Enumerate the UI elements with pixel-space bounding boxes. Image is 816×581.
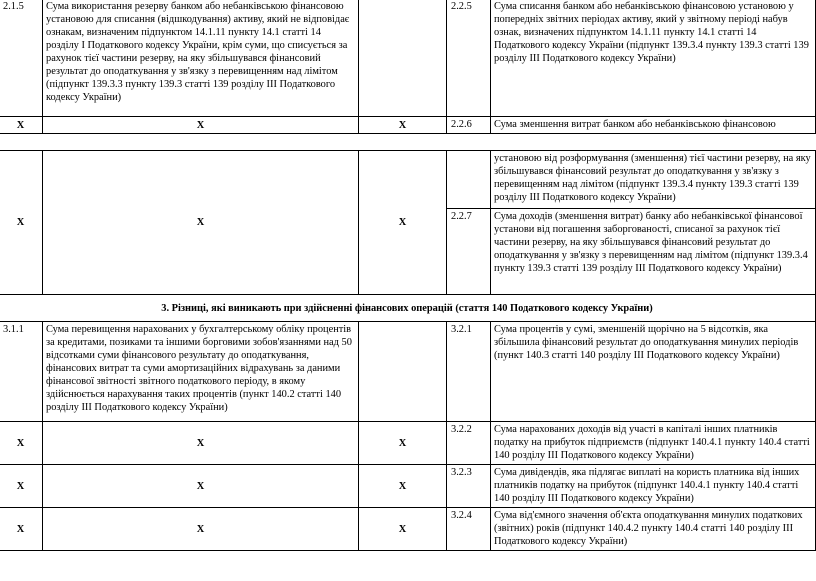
section-title: 3. Різниці, які виникають при здійсненні фінансових операцій (стаття 140 Податкового кодексу України): [0, 295, 816, 322]
row-description: Сума доходів (зменшення витрат) банку або небанківської фінансової установи від погашення заборгованості, списаної за рахунок тієї частини резерву, на яку збільшувався фінансовий результат до оподаткування у зв'язку з перевищенням над лімітом (підпункт 139.3.4 пункту 139.3 статті 139 розділу III Податкового кодексу України): [491, 209, 816, 295]
row-number: 3.1.1: [0, 322, 43, 422]
x-mark: X: [43, 151, 359, 295]
row-number: 2.2.5: [447, 0, 491, 117]
row-description-continued: установою від розформування (зменшення) тієї частини резерву, на яку збільшувався фінансовий результат до оподаткування у зв'язку з перевищенням над лімітом (підпункт 139.3.4 пункту 139.3 статті 139 розділу III Податкового кодексу України): [491, 151, 816, 209]
row-number: 2.2.7: [447, 209, 491, 295]
row-description: Сума списання банком або небанківською фінансовою установою у попередніх звітних періодах активу, який у звітному періоді набув ознак, визначених підпунктом 14.1.11 пункту 14.1 статті 14 Податкового кодексу України (підпункт 139.3.4 пункту 139.3 статті 139 розділу III Податкового кодексу України): [491, 0, 816, 117]
report-table-top: [0, 0, 816, 134]
row-number: 2.1.5: [0, 0, 43, 117]
row-description: Сума нарахованих доходів від участі в капіталі інших платників податку на прибуток підприємств (підпункт 140.4.1 пункту 140.4 статті 140 розділу III Податкового кодексу України): [491, 422, 816, 465]
table-row: [0, 0, 816, 117]
x-mark: X: [0, 465, 43, 508]
row-number: 3.2.4: [447, 508, 491, 551]
x-mark: X: [0, 117, 43, 134]
row-description: Сума використання резерву банком або небанківською фінансовою установою для списання (відшкодування) активу, який не відповідає ознакам, визначеним підпунктом 14.1.11 пункту 14.1 статті 14 розділу I Податкового кодексу України, крім суми, що списується за рахунок тієї частини резерву, на яку збільшувався фінансовий результат до оподаткування у зв'язку з перевищенням над лімітом (підпункт 139.3.3 пункту 139.3 статті 139 розділу III Податкового кодексу України): [43, 0, 359, 117]
row-number: 2.2.6: [447, 117, 491, 134]
x-mark: X: [43, 422, 359, 465]
table-row: [0, 465, 816, 508]
empty-cell: [447, 151, 491, 209]
section-header-row: [0, 295, 816, 322]
x-mark: X: [0, 508, 43, 551]
x-mark: X: [0, 422, 43, 465]
row-description: Сума зменшення витрат банком або небанківською фінансовою: [491, 117, 816, 134]
table-row: [0, 117, 816, 134]
row-description: Сума перевищення нарахованих у бухгалтерському обліку процентів за кредитами, позиками та іншими борговими зобов'язаннями над 50 відсотками суми фінансового результату до оподаткування, фінансових витрат та суми амортизаційних відрахувань за даними фінансової звітності звітного податкового періоду, в якому здійснюється нарахування таких процентів (пункт 140.2 статті 140 розділу III Податкового кодексу України): [43, 322, 359, 422]
table-row: [0, 322, 816, 422]
x-mark: X: [359, 422, 447, 465]
row-number: 3.2.3: [447, 465, 491, 508]
x-mark: X: [43, 465, 359, 508]
report-table-continued: [0, 150, 816, 551]
x-mark: X: [359, 151, 447, 295]
row-description: Сума процентів у сумі, зменшеній щорічно на 5 відсотків, яка збільшила фінансовий результат до оподаткування минулих періодів (пункт 140.3 статті 140 розділу III Податкового кодексу України): [491, 322, 816, 422]
x-mark: X: [359, 117, 447, 134]
x-mark: X: [43, 117, 359, 134]
x-mark: X: [359, 508, 447, 551]
row-description: Сума дивідендів, яка підлягає виплаті на користь платника від інших платників податку на прибуток (підпункт 140.4.1 пункту 140.4 статті 140 розділу III Податкового кодексу України): [491, 465, 816, 508]
row-number: 3.2.1: [447, 322, 491, 422]
empty-cell: [359, 322, 447, 422]
x-mark: X: [359, 465, 447, 508]
x-mark: X: [43, 508, 359, 551]
row-description: Сума від'ємного значення об'єкта оподаткування минулих податкових (звітних) років (підпункт 140.4.2 пункту 140.4 статті 140 розділу III Податкового кодексу України): [491, 508, 816, 551]
row-number: 3.2.2: [447, 422, 491, 465]
table-row: [0, 422, 816, 465]
table-row: [0, 508, 816, 551]
x-mark: X: [0, 151, 43, 295]
table-row: [0, 151, 816, 209]
empty-cell: [359, 0, 447, 117]
